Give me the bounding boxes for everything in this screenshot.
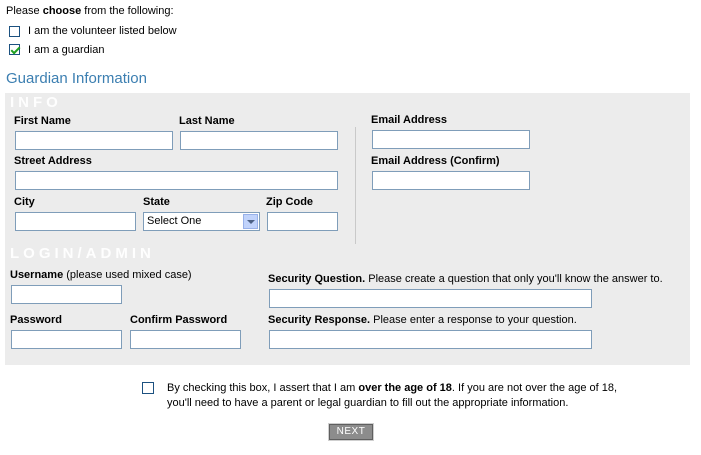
state-select[interactable] [143, 212, 260, 231]
city-input[interactable] [15, 212, 136, 231]
email-confirm-label: Email Address (Confirm) [371, 155, 500, 167]
street-address-label: Street Address [14, 155, 92, 167]
first-name-input[interactable] [15, 131, 173, 150]
username-label: Username (please used mixed case) [10, 269, 192, 281]
email-input[interactable] [372, 130, 530, 149]
security-response-label: Security Response. Please enter a response to your question. [268, 314, 577, 326]
password-input[interactable] [11, 330, 122, 349]
age-assertion-text: By checking this box, I assert that I am over the age of 18. If you are not over the age of 18, you'll need to have a parent or legal guardian to fill out the appropriate information. [167, 382, 618, 409]
guardian-checkbox-label: I am a guardian [28, 44, 105, 56]
chevron-down-icon[interactable] [243, 214, 258, 229]
state-select-value: Select One [147, 215, 202, 227]
volunteer-checkbox-label: I am the volunteer listed below [28, 25, 177, 37]
username-input[interactable] [11, 285, 122, 304]
zip-code-label: Zip Code [266, 196, 314, 208]
email-confirm-input[interactable] [372, 171, 530, 190]
column-divider [355, 127, 356, 244]
street-address-input[interactable] [15, 171, 338, 190]
zip-code-input[interactable] [267, 212, 338, 231]
first-name-label: First Name [14, 115, 71, 127]
email-label: Email Address [371, 114, 448, 126]
confirm-password-input[interactable] [130, 330, 241, 349]
login-admin-watermark: LOGIN/ADMIN [10, 245, 155, 262]
password-label: Password [10, 314, 62, 326]
age-assertion-checkbox[interactable] [142, 382, 154, 394]
last-name-input[interactable] [180, 131, 338, 150]
intro-text: Please choose from the following: [6, 5, 174, 17]
security-question-input[interactable] [269, 289, 592, 308]
info-watermark: INFO [10, 94, 62, 111]
next-button[interactable]: NEXT [329, 424, 373, 440]
security-response-input[interactable] [269, 330, 592, 349]
guardian-checkbox[interactable] [9, 44, 20, 55]
state-label: State [143, 196, 170, 208]
city-label: City [14, 196, 35, 208]
last-name-label: Last Name [179, 115, 235, 127]
security-question-label: Security Question. Please create a question that only you'll know the answer to. [268, 273, 663, 285]
section-title: Guardian Information [6, 70, 147, 87]
volunteer-checkbox[interactable] [9, 26, 20, 37]
confirm-password-label: Confirm Password [130, 314, 228, 326]
